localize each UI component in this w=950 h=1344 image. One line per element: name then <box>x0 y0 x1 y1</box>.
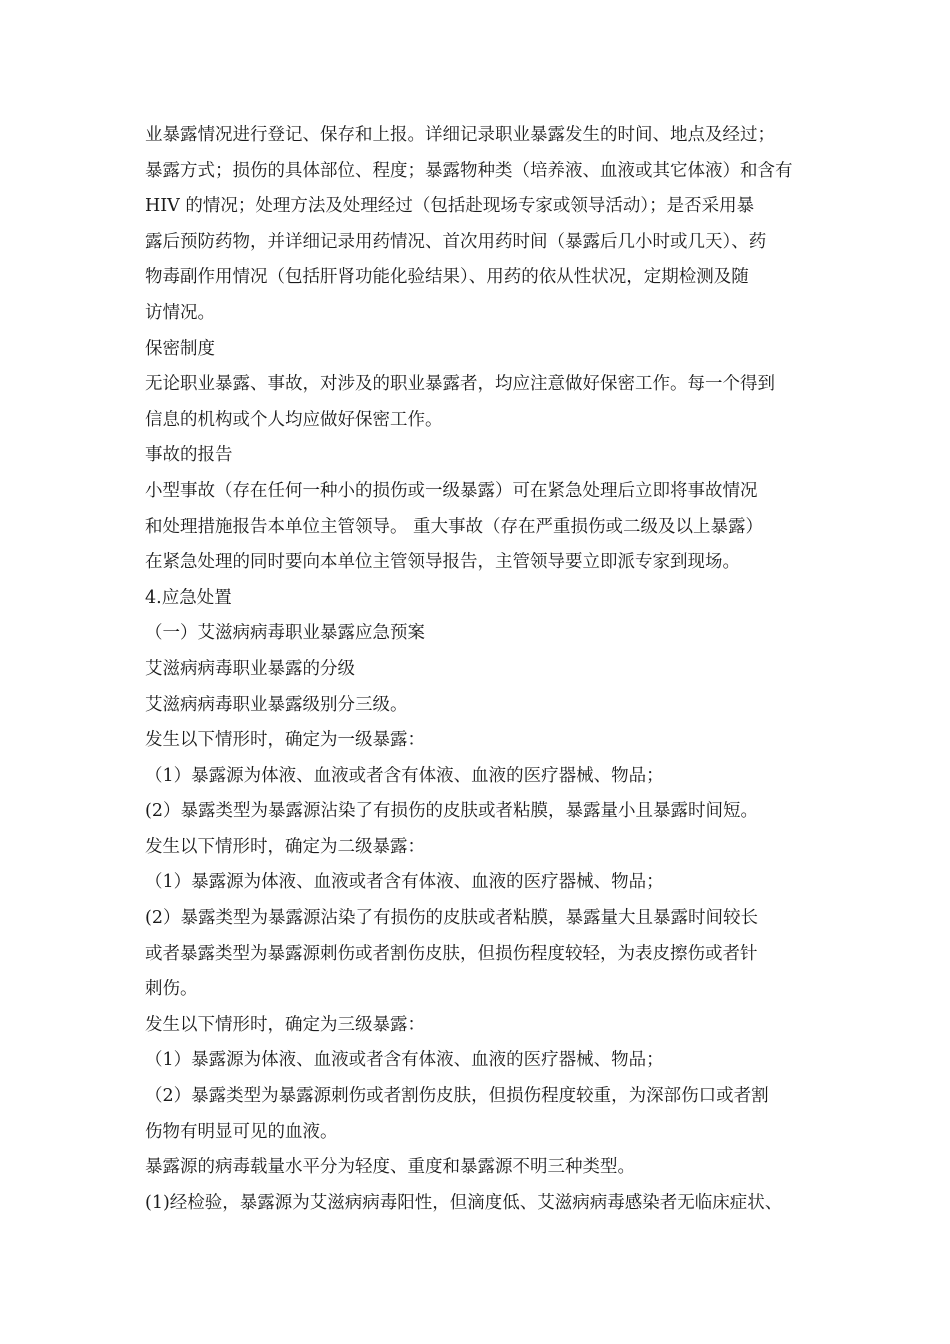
paragraph-line: HIV 的情况；处理方法及处理经过（包括赴现场专家或领导活动）；是否采用暴 <box>145 196 755 217</box>
paragraph-line: 在紧急处理的同时要向本单位主管领导报告，主管领导要立即派专家到现场。 <box>145 552 740 573</box>
document-body <box>145 118 825 1221</box>
paragraph-line: 访情况。 <box>145 302 215 323</box>
paragraph-line: 发生以下情形时，确定为一级暴露： <box>145 730 425 751</box>
paragraph-line: 伤物有明显可见的血液。 <box>145 1121 338 1142</box>
paragraph-line: 发生以下情形时，确定为三级暴露： <box>145 1014 425 1035</box>
list-item: (2）暴露类型为暴露源沾染了有损伤的皮肤或者粘膜，暴露量大且暴露时间较长 <box>145 908 758 929</box>
section-heading-incident-report: 事故的报告 <box>145 445 233 466</box>
paragraph-line: 刺伤。 <box>145 979 198 1000</box>
list-item: (1)经检验，暴露源为艾滋病病毒阳性，但滴度低、艾滋病病毒感染者无临床症状、 <box>145 1192 783 1213</box>
subsection-heading-hiv-plan: （一）艾滋病病毒职业暴露应急预案 <box>145 623 425 644</box>
section-heading-emergency-response: 4.应急处置 <box>145 587 232 608</box>
paragraph-line: 暴露源的病毒载量水平分为轻度、重度和暴露源不明三种类型。 <box>145 1157 635 1178</box>
paragraph-line: 艾滋病病毒职业暴露级别分三级。 <box>145 694 408 715</box>
paragraph-line: 小型事故（存在任何一种小的损伤或一级暴露）可在紧急处理后立即将事故情况 <box>145 480 758 501</box>
paragraph-line: 和处理措施报告本单位主管领导。 重大事故（存在严重损伤或二级及以上暴露） <box>145 516 764 537</box>
list-item: （1）暴露源为体液、血液或者含有体液、血液的医疗器械、物品； <box>145 1050 664 1071</box>
section-heading-confidentiality: 保密制度 <box>145 338 215 359</box>
list-item: (2）暴露类型为暴露源沾染了有损伤的皮肤或者粘膜，暴露量小且暴露时间短。 <box>145 801 758 822</box>
list-item: （1）暴露源为体液、血液或者含有体液、血液的医疗器械、物品； <box>145 872 664 893</box>
paragraph-line: 物毒副作用情况（包括肝肾功能化验结果）、用药的依从性状况，定期检测及随 <box>145 267 749 288</box>
paragraph-line: 无论职业暴露、事故，对涉及的职业暴露者，均应注意做好保密工作。每一个得到 <box>145 374 775 395</box>
paragraph-line: 业暴露情况进行登记、保存和上报。详细记录职业暴露发生的时间、地点及经过； <box>145 125 775 145</box>
paragraph-line: 暴露方式；损伤的具体部位、程度；暴露物种类（培养液、血液或其它体液）和含有 <box>145 160 793 181</box>
paragraph-line: 露后预防药物，并详细记录用药情况、首次用药时间（暴露后几小时或几天）、药 <box>145 231 767 252</box>
list-item: （2）暴露类型为暴露源刺伤或者割伤皮肤，但损伤程度较重，为深部伤口或者割 <box>145 1086 769 1107</box>
list-item: （1）暴露源为体液、血液或者含有体液、血液的医疗器械、物品； <box>145 765 664 786</box>
subsection-heading-exposure-grading: 艾滋病病毒职业暴露的分级 <box>145 658 355 679</box>
paragraph-line: 信息的机构或个人均应做好保密工作。 <box>145 409 443 430</box>
paragraph-line: 发生以下情形时，确定为二级暴露： <box>145 836 425 857</box>
paragraph-line: 或者暴露类型为暴露源刺伤或者割伤皮肤，但损伤程度较轻，为表皮擦伤或者针 <box>145 943 758 964</box>
